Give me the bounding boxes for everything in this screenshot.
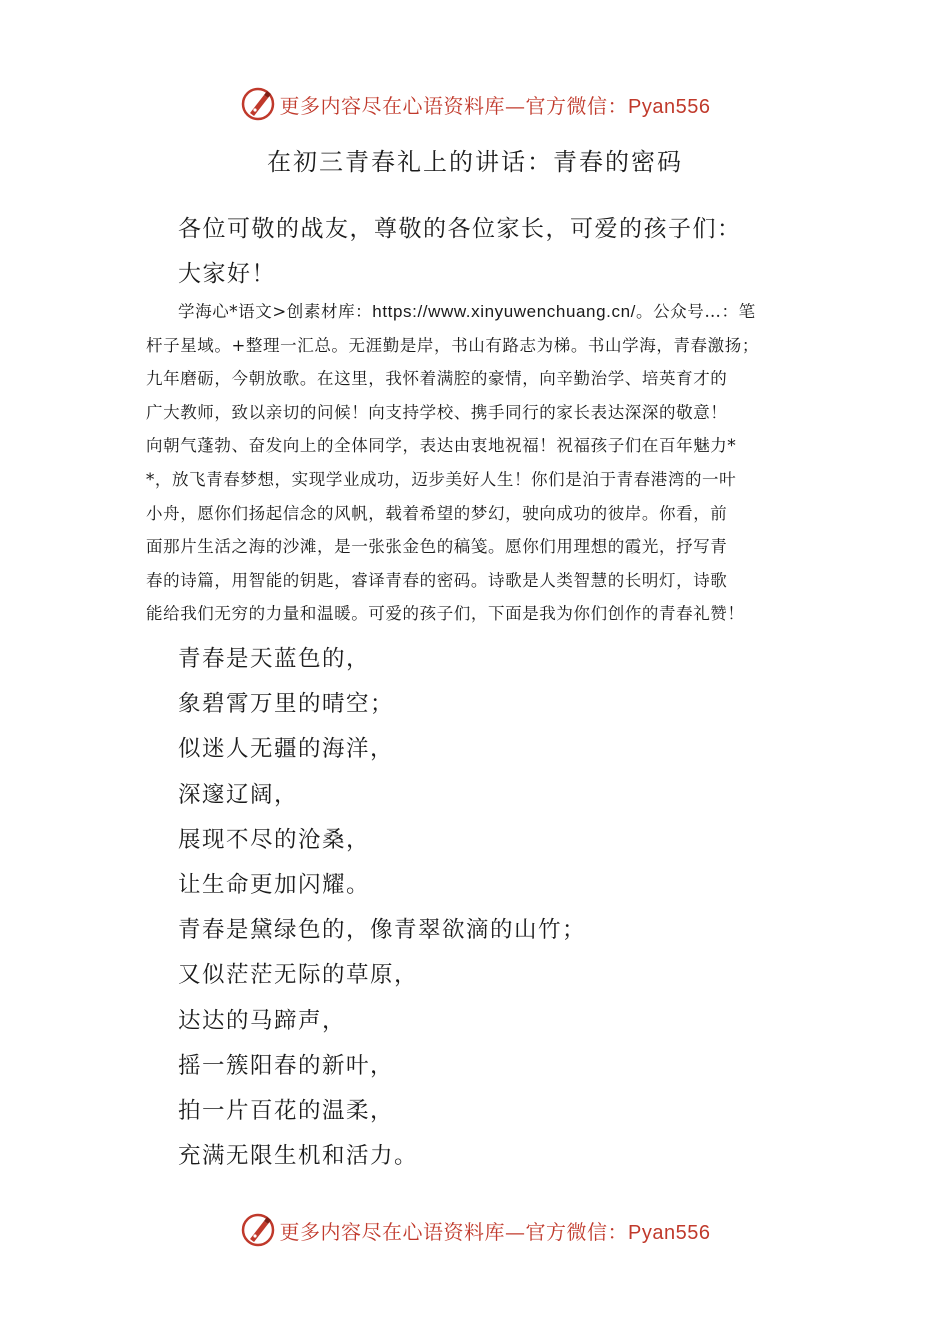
paragraph-line: 杆子星域。+整理一汇总。无涯勤是岸，书山有路志为梯。书山学海，青春激扬； bbox=[146, 335, 759, 355]
paragraph-line: 九年磨砺，今朝放歌。在这里，我怀着满腔的豪情，向辛勤治学、培英育才的 bbox=[146, 369, 728, 389]
greeting-line: 大家好！ bbox=[178, 261, 276, 287]
speech-paragraph bbox=[146, 295, 816, 631]
paragraph-line: 学海心*语文>创素材库：https://www.xinyuwenchuang.cn/。公众号…：笔 bbox=[178, 302, 756, 321]
pen-nib-logo-icon bbox=[240, 86, 276, 122]
paragraph-line: 春的诗篇，用智能的钥匙，睿译青春的密码。诗歌是人类智慧的长明灯，诗歌 bbox=[146, 570, 728, 590]
poem-line: 象碧霄万里的晴空； bbox=[178, 691, 395, 718]
poem-line: 拍一片百花的温柔， bbox=[178, 1097, 395, 1124]
poem-line: 摇一簇阳春的新叶， bbox=[178, 1052, 395, 1079]
poem-line: 又似茫茫无际的草原， bbox=[178, 962, 419, 989]
source-url: https://www.xinyuwenchuang.cn/ bbox=[372, 302, 636, 321]
paragraph-line: 能给我们无穷的力量和温暖。可爱的孩子们，下面是我为你们创作的青春礼赞！ bbox=[146, 604, 745, 624]
poem-line: 青春是天蓝色的， bbox=[178, 646, 371, 672]
paragraph-line: 向朝气蓬勃、奋发向上的全体同学，表达由衷地祝福！祝福孩子们在百年魅力* bbox=[146, 436, 737, 456]
paragraph-line: 广大教师，致以亲切的问候！向支持学校、携手同行的家长表达深深的敬意！ bbox=[146, 402, 728, 422]
poem-line: 充满无限生机和活力。 bbox=[178, 1143, 419, 1170]
poem-line: 达达的马蹄声， bbox=[178, 1007, 347, 1034]
wechat-id: Pyan556 bbox=[628, 95, 711, 118]
poem-line: 青春是黛绿色的，像青翠欲滴的山竹； bbox=[178, 917, 587, 944]
footer-banner bbox=[0, 1208, 950, 1252]
banner-text: 更多内容尽在心语资料库—官方微信：Pyan556 bbox=[279, 1219, 711, 1244]
header-banner bbox=[0, 82, 950, 126]
document-title: 在初三青春礼上的讲话：青春的密码 bbox=[267, 148, 683, 176]
paragraph-line: *，放飞青春梦想，实现学业成功，迈步美好人生！你们是泊于青春港湾的一叶 bbox=[146, 469, 737, 489]
poem-line: 让生命更加闪耀。 bbox=[178, 871, 371, 898]
wechat-id: Pyan556 bbox=[628, 1221, 711, 1244]
poem-line: 展现不尽的沧桑， bbox=[178, 826, 371, 853]
banner-text: 更多内容尽在心语资料库—官方微信：Pyan556 bbox=[279, 93, 711, 118]
poem-line: 似迷人无疆的海洋， bbox=[178, 736, 395, 763]
poem bbox=[178, 637, 586, 1179]
paragraph-line: 面那片生活之海的沙滩，是一张张金色的稿笺。愿你们用理想的霞光，抒写青 bbox=[146, 537, 728, 557]
pen-nib-logo-icon bbox=[240, 1212, 276, 1248]
paragraph-line: 小舟，愿你们扬起信念的风帆，载着希望的梦幻，驶向成功的彼岸。你看，前 bbox=[146, 503, 728, 523]
greeting-line: 各位可敬的战友，尊敬的各位家长，可爱的孩子们： bbox=[178, 216, 742, 242]
poem-line: 深邃辽阔， bbox=[178, 781, 299, 808]
